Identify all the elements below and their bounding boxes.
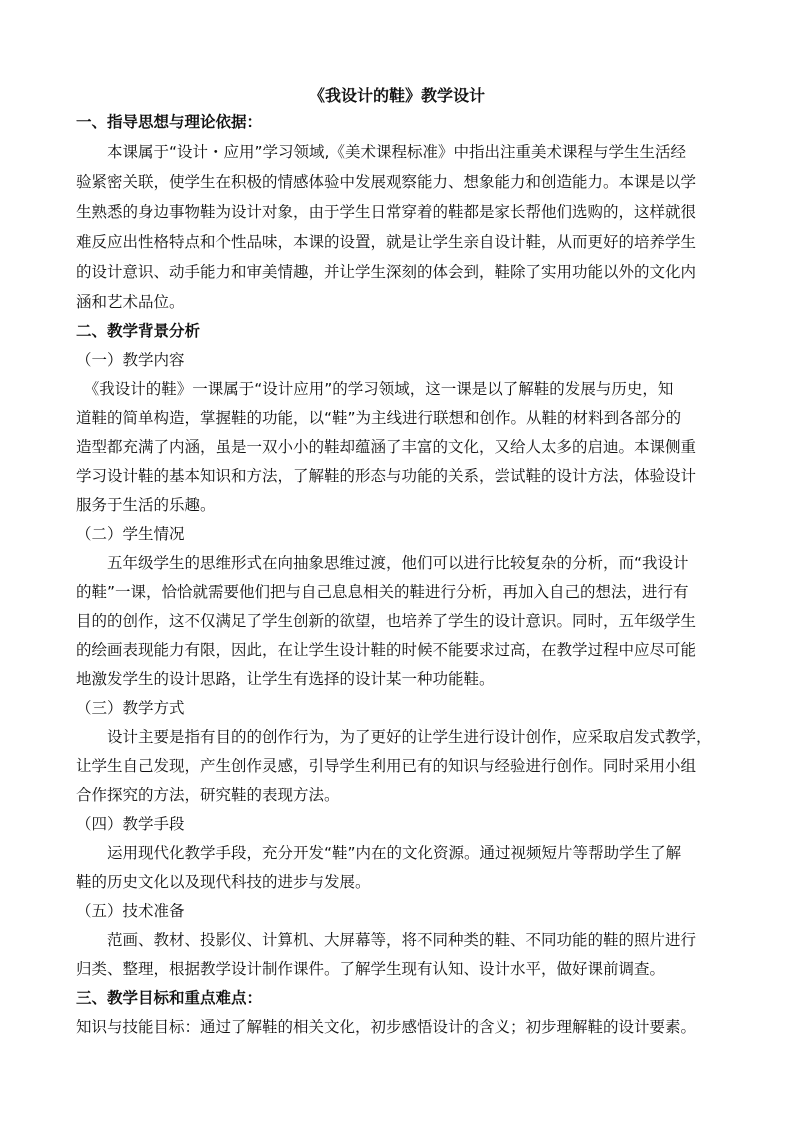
paragraph-line: 的绘画表现能力有限，因此，在让学生设计鞋的时候不能要求过高，在教学过程中应尽可能: [76, 641, 697, 659]
paragraph-line: 让学生自己发现，产生创作灵感，引导学生利用已有的知识与经验进行创作。同时采用小组: [76, 757, 697, 775]
paragraph-line: 造型都充满了内涵，虽是一双小小的鞋却蕴涵了丰富的文化，又给人太多的启迪。本课侧重: [76, 438, 697, 456]
section-heading-background: 二、教学背景分析: [76, 322, 201, 340]
paragraph-line: 学习设计鞋的基本知识和方法，了解鞋的形态与功能的关系，尝试鞋的设计方法，体验设计: [76, 467, 697, 485]
paragraph-line: 合作探究的方法，研究鞋的表现方法。: [76, 786, 340, 804]
paragraph-line: 目的的创作，这不仅满足了学生创新的欲望，也培养了学生的设计意识。同时，五年级学生: [76, 612, 697, 630]
subsection-heading-students: （二）学生情况: [76, 525, 185, 543]
document-title: 《我设计的鞋》教学设计: [308, 86, 485, 105]
paragraph-line: 范画、教材、投影仪、计算机、大屏幕等，将不同种类的鞋、不同功能的鞋的照片进行: [76, 931, 697, 949]
paragraph-line: 鞋的历史文化以及现代科技的进步与发展。: [76, 873, 371, 891]
paragraph-line: 知识与技能目标：通过了解鞋的相关文化，初步感悟设计的含义；初步理解鞋的设计要素。: [76, 1018, 697, 1036]
paragraph-line: 验紧密关联，使学生在积极的情感体验中发展观察能力、想象能力和创造能力。本课是以学: [76, 173, 697, 191]
section-heading-guiding-ideas: 一、指导思想与理论依据：: [76, 113, 263, 131]
paragraph-line: 涵和艺术品位。: [76, 293, 185, 311]
paragraph-line: 五年级学生的思维形式在向抽象思维过渡，他们可以进行比较复杂的分析，而“我设计: [76, 554, 689, 572]
paragraph-line: 生熟悉的身边事物鞋为设计对象，由于学生日常穿着的鞋都是家长帮他们选购的，这样就很: [76, 203, 697, 221]
paragraph-line: 的设计意识、动手能力和审美情趣，并让学生深刻的体会到，鞋除了实用功能以外的文化内: [76, 263, 697, 281]
paragraph-line: 归类、整理，根据教学设计制作课件。了解学生现有认知、设计水平，做好课前调查。: [76, 960, 666, 978]
paragraph-line: 《我设计的鞋》一课属于“设计应用”的学习领域，这一课是以了解鞋的发展与历史，知: [76, 380, 674, 398]
subsection-heading-preparation: （五）技术准备: [76, 902, 185, 920]
paragraph-line: 服务于生活的乐趣。: [76, 496, 216, 514]
section-heading-goals: 三、教学目标和重点难点：: [76, 989, 263, 1007]
subsection-heading-tools: （四）教学手段: [76, 815, 185, 833]
paragraph-line: 道鞋的简单构造，掌握鞋的功能，以“鞋”为主线进行联想和创作。从鞋的材料到各部分的: [76, 409, 682, 427]
paragraph-line: 运用现代化教学手段，充分开发“鞋”内在的文化资源。通过视频短片等帮助学生了解: [76, 844, 682, 862]
paragraph-line: 地激发学生的设计思路，让学生有选择的设计某一种功能鞋。: [76, 670, 495, 688]
paragraph-line: 设计主要是指有目的的创作行为，为了更好的让学生进行设计创作，应采取启发式教学，: [76, 728, 712, 746]
paragraph-line: 难反应出性格特点和个性品味，本课的设置，就是让学生亲自设计鞋，从而更好的培养学生: [76, 233, 697, 251]
subsection-heading-content: （一）教学内容: [76, 351, 185, 369]
paragraph-line: 本课属于“设计・应用”学习领域,《美术课程标准》中指出注重美术课程与学生生活经: [76, 143, 686, 161]
paragraph-line: 的鞋”一课，恰恰就需要他们把与自己息息相关的鞋进行分析，再加入自己的想法，进行有: [76, 583, 689, 601]
subsection-heading-method: （三）教学方式: [76, 699, 185, 717]
